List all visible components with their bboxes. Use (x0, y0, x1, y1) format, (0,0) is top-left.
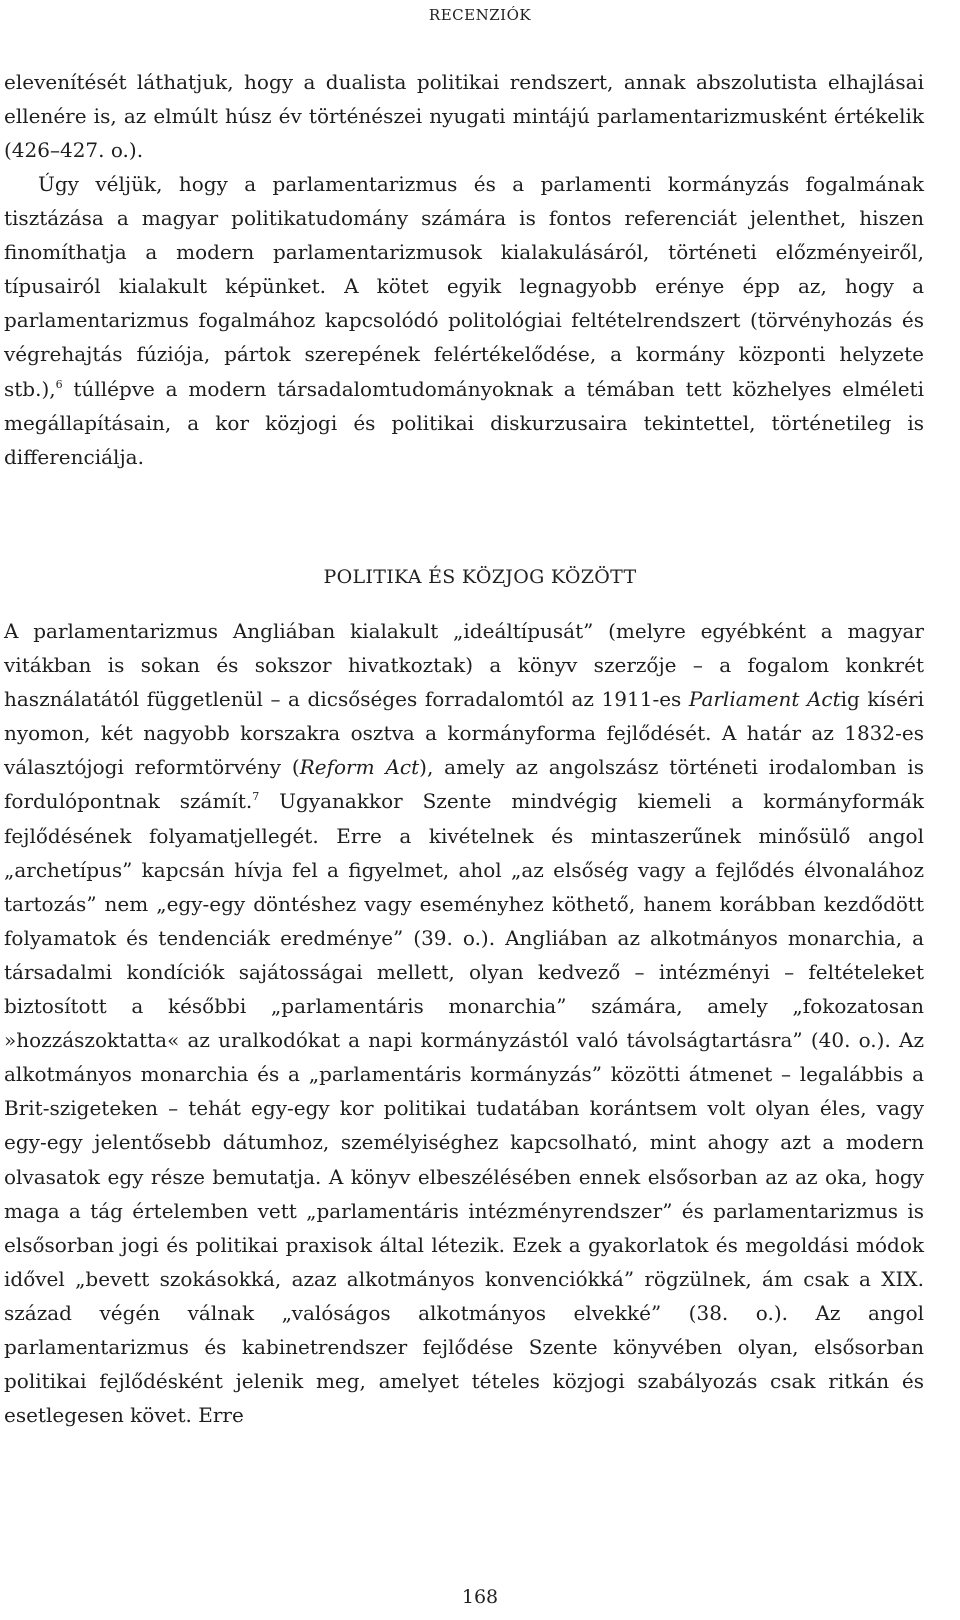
parliament-act-title: Parliament Act (688, 687, 841, 712)
paragraph-3 (4, 614, 924, 1432)
paragraph-3-text-c: ), amely az angolszász történeti irodalomban is fordulópontnak számít. (4, 755, 925, 814)
running-head: RECENZIÓK (428, 6, 532, 24)
footnote-ref-6[interactable]: 6 (55, 377, 63, 391)
page-number: 168 (461, 1586, 499, 1608)
footnote-ref-7[interactable]: 7 (252, 790, 260, 804)
paragraph-3-text-b: ig kíséri nyomon, két nagyobb korszakra osztva a kormányforma fejlődését. A határ az 1832-es választójogi reformtörvény ( (4, 687, 924, 780)
paragraph-3-text-d: Ugyanakkor Szente mindvégig kiemeli a kormányformák fejlődésének folyamatjellegét. Erre a kivételnek és mintaszerűnek minősülő angol „archetípus” kapcsán hívja fel a figyelmet, ahol „az elsőség vagy a fejlődés élvonalához tartozás” nem „egy-egy döntéshez vagy eseményhez köthető, hanem korábban kezdődött folyamatok és tendenciák eredménye” (39. o.). Angliában az alkotmányos monarchia, a társadalmi kondíciók sajátosságai mellett, olyan kedvező – intézményi – feltételeket biztosított a későbbi „parlamentáris monarchia” számára, amely „fokozatosan »hozzászoktatta« az uralkodókat a napi kormányzástól való távolságtartásra” (40. o.). Az alkotmányos monarchia és a „parlamentáris kormányzás” közötti átmenet – legalábbis a Brit-szigeteken – tehát egy-egy kor politikai tudatában korántsem volt olyan éles, vagy egy-egy jelentősebb dátumhoz, személyiséghez kapcsolható, mint ahogy azt a modern olvasatok egy része bemutatja. A könyv elbeszélésében ennek elsősorban az az oka, hogy maga a tág értelemben vett „parlamentáris intézményrendszer” és parlamentarizmus is elsősorban jogi és politikai praxisok által létezik. Ezek a gyakorlatok és megoldási módok idővel „bevett szokásokká, azaz alkotmányos konvenciókká” rögzülnek, ám csak a XIX. század végén válnak „valóságos alkotmányos elvekké” (38. o.). Az angol parlamentarizmus és kabinetrendszer fejlődése Szente könyvében olyan, elsősorban politikai fejlődésként jelenik meg, amelyet tételes közjogi szabályozás csak ritkán és esetlegesen követ. Erre (4, 789, 924, 1428)
paragraph-2 (4, 167, 924, 474)
paragraph-2-text-a: Úgy véljük, hogy a parlamentarizmus és a parlamenti kormányzás fogalmának tisztázása a magyar politikatudomány számára is fontos referenciát jelenthet, hiszen finomíthatja a modern parlamentarizmusok kialakulásáról, történeti előzményeiről, típusairól kialakult képünket. A kötet egyik legnagyobb erénye épp az, hogy a parlamentarizmus fogalmához kapcsolódó politológiai feltételrendszert (törvényhozás és végrehajtás fúziója, pártok szerepének felértékelődése, a kormány központi helyzete stb.), (4, 172, 924, 401)
reform-act-title: Reform Act (299, 755, 420, 780)
section-heading: POLITIKA ÉS KÖZJOG KÖZÖTT (323, 566, 637, 588)
paragraph-1: elevenítését láthatjuk, hogy a dualista politikai rendszert, annak abszolutista elhajlásai ellenére is, az elmúlt húsz év történészei nyugati mintájú parlamentarizmusként értékelik (426–427. o.). (4, 70, 924, 163)
paragraph-2-text-b: túllépve a modern társadalomtudományoknak a témában tett közhelyes elméleti megállapításain, a kor közjogi és politikai diskurzusaira tekintettel, történetileg is differenciálja. (4, 376, 924, 469)
paragraph-3-text-a: A parlamentarizmus Angliában kialakult „ideáltípusát” (melyre egyébként a magyar vitákban is sokan és sokszor hivatkoztak) a könyv szerzője – a fogalom konkrét használatától függetlenül – a dicsőséges forradalomtól az 1911-es (4, 619, 924, 712)
